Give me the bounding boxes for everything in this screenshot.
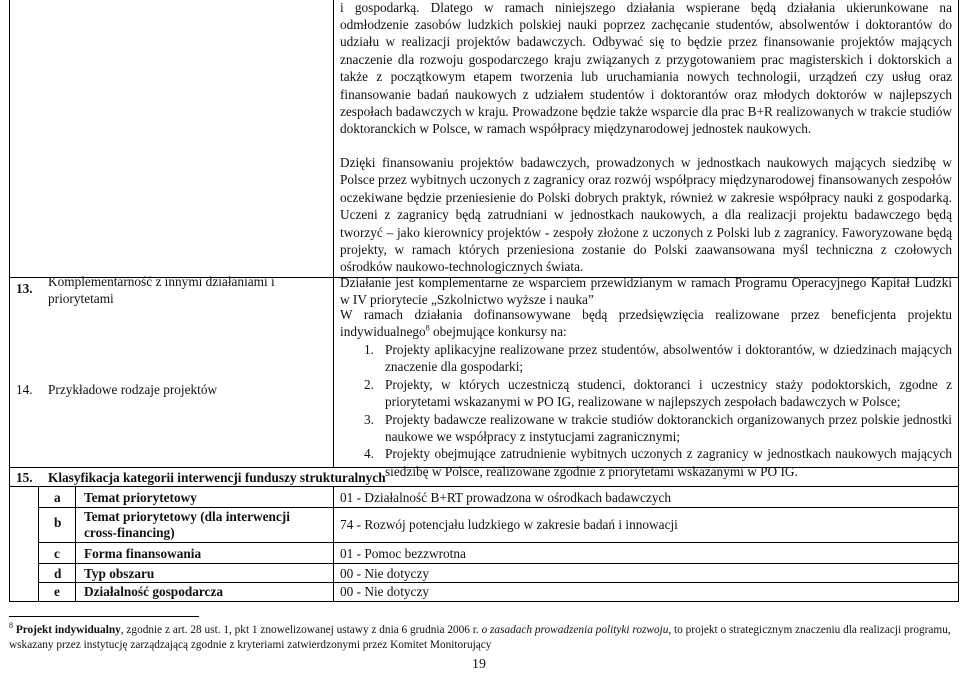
footnote-term: Projekt indywidualny: [15, 624, 121, 636]
list-item: [364, 445, 952, 480]
row-15-title: Klasyfikacja kategorii interwencji funduszy strukturalnych: [48, 470, 386, 485]
row-14-label: Przykładowe rodzaje projektów: [48, 382, 218, 397]
row-15-number: 15.: [16, 470, 33, 485]
table-cell-letter: d: [54, 566, 62, 581]
table-cell-value: 74 - Rozwój potencjału ludzkiego w zakresie badań i innowacji: [340, 517, 678, 532]
list-item-number: 2.: [364, 376, 374, 392]
list-item-text: Projekty aplikacyjne realizowane przez studentów, absolwentów i doktorantów, w dziedzinach mających znaczenie dla gospodarki;: [385, 342, 952, 375]
list-item: [364, 341, 952, 376]
paragraph-line-1: i gospodarką. Dlatego w ramach niniejszego działania wspierane będą działania ukierunkowane na: [340, 0, 952, 15]
list-item-text: Projekty obejmujące zatrudnienie wybitnych uczonych z zagranicy w jednostkach naukowych mających siedzibę w Polsce, realizowane zgodnie z priorytetami wskazanymi w PO IG.: [385, 446, 952, 479]
footnote-text: , zgodnie z art. 28 ust. 1, pkt 1 znowelizowanej ustawy z dnia 6 grudnia 2006 r.: [120, 624, 482, 636]
table-row-divider: [38, 563, 959, 564]
footnote: [9, 623, 954, 652]
table-cell-label: Temat priorytetowy (dla interwencji cross-financing): [84, 509, 290, 540]
table-col-divider: [333, 486, 334, 602]
row-14-number: 14.: [16, 382, 33, 397]
row-13-number: 13.: [16, 281, 33, 296]
table-row-divider: [38, 507, 959, 508]
table-cell-value: 01 - Działalność B+RT prowadzona w ośrodkach badawczych: [340, 490, 672, 505]
table-row-divider: [38, 582, 959, 583]
table-cell-letter: a: [54, 490, 61, 505]
table-cell-label: Forma finansowania: [84, 546, 202, 561]
column-divider: [333, 0, 334, 467]
row-13-content: Działanie jest komplementarne ze wsparciem przewidzianym w ramach Programu Operacyjnego Kapitał Ludzki w IV priorytecie „Szkolnictwo wyższe i nauka”: [340, 275, 952, 308]
footnote-mark: 8: [9, 621, 13, 631]
list-item-number: 3.: [364, 411, 374, 427]
table-row-divider: [38, 542, 959, 543]
footnote-separator: [9, 616, 199, 617]
project-types-list: [364, 341, 952, 480]
list-item: [364, 376, 952, 411]
table-left-border: [9, 0, 10, 602]
list-item-text: Projekty badawcze realizowane w trakcie studiów doktoranckich organizowanych przez polskie jednostki naukowe we współpracy z instytucjami zagranicznymi;: [385, 411, 952, 445]
list-item-number: 4.: [364, 446, 374, 462]
row-14-intro: [340, 306, 952, 341]
table-cell-letter: b: [54, 515, 62, 530]
paragraph-foreign-scientists: Dzięki finansowaniu projektów badawczych, prowadzonych w jednostkach naukowych mających siedzibę w Polsce przez wybitnych uczonych z zagranicy oraz rozwój współpracy międzynarodowej finansowanych zespołów oczekiwane będzie przeniesienie do Polski dobrych praktyk, również w zakresie współpracy nauki z gospodarką. Uczeni z zagranicy będą zatrudniani w jednostkach naukowych, a dla realizacji projektu badawczego będą tworzyć – jako kierownicy projektów - zespoły złożone z uczonych z Polski lub z zagranicy. Faworyzowane będą projekty, w ramach których przeniesiona zostanie do Polski zaawansowana myśl techniczna z czołowych ośrodków naukowo-technologicznych świata.: [340, 155, 952, 275]
list-item: [364, 411, 952, 446]
table-cell-label: Temat priorytetowy: [84, 490, 197, 505]
table-right-border: [958, 0, 959, 602]
table-bottom-border: [9, 601, 959, 602]
table-col-divider: [38, 486, 39, 602]
paragraph-program-description: odmłodzenie zasobów ludzkich polskiej nauki poprzez zachęcanie studentów, absolwentów i doktorantów do udziału w realizacji projektów badawczych. Odbywać się to będzie przez finansowanie projektów mających znaczenie dla rozwoju gospodarczego kraju związanych z przygotowaniem prac magisterskich i doktorskich a także z początkowym etapem tworzenia lub uruchamiania nowych technologii, urządzeń czy usług oraz finansowanie badań naukowych z udziałem studentów i doktorantów oraz młodych doktorów w najlepszych zespołach badawczych w kraju. Prowadzone będzie także wsparcie dla prac B+R realizowanych w trakcie studiów doktoranckich w Polsce, w ramach współpracy międzynarodowej jednostek naukowych.: [340, 17, 952, 137]
table-cell-label: Typ obszaru: [84, 566, 155, 581]
footnote-act-title: o zasadach prowadzenia polityki rozwoju,: [481, 624, 672, 636]
table-cell-letter: e: [54, 584, 60, 599]
row-13-label: Komplementarność z innymi działaniami i priorytetami: [48, 274, 275, 307]
table-cell-value: 01 - Pomoc bezzwrotna: [340, 546, 466, 561]
footnote-reference: 8: [425, 323, 430, 333]
footnote-text-end: to projekt o strategicznym znaczeniu dla realizacji programu, wskazany przez instytucję zarządzającą zgodnie z kryteriami zatwierdzonymi przez Komitet Monitorujący: [9, 624, 951, 651]
list-item-number: 1.: [364, 342, 374, 357]
list-item-text: Projekty, w których uczestniczą studenci, doktoranci i uczestnicy staży podoktorskich, zgodne z priorytetami wskazanymi w PO IG, realizowane w najlepszych zespołach badawczych w Polsce;: [385, 376, 952, 410]
page-number: 19: [472, 657, 486, 672]
table-cell-label: Działalność gospodarcza: [84, 584, 224, 599]
table-col-divider: [75, 486, 76, 602]
table-cell-value: 00 - Nie dotyczy: [340, 566, 429, 581]
row-14-intro-tail: obejmujące konkursy na:: [429, 324, 567, 340]
table-cell-letter: c: [54, 546, 60, 561]
table-cell-value: 00 - Nie dotyczy: [340, 584, 429, 599]
row-14-intro-text: W ramach działania dofinansowywane będą przedsięwzięcia realizowane przez beneficjenta projektu indywidualnego: [340, 307, 952, 340]
